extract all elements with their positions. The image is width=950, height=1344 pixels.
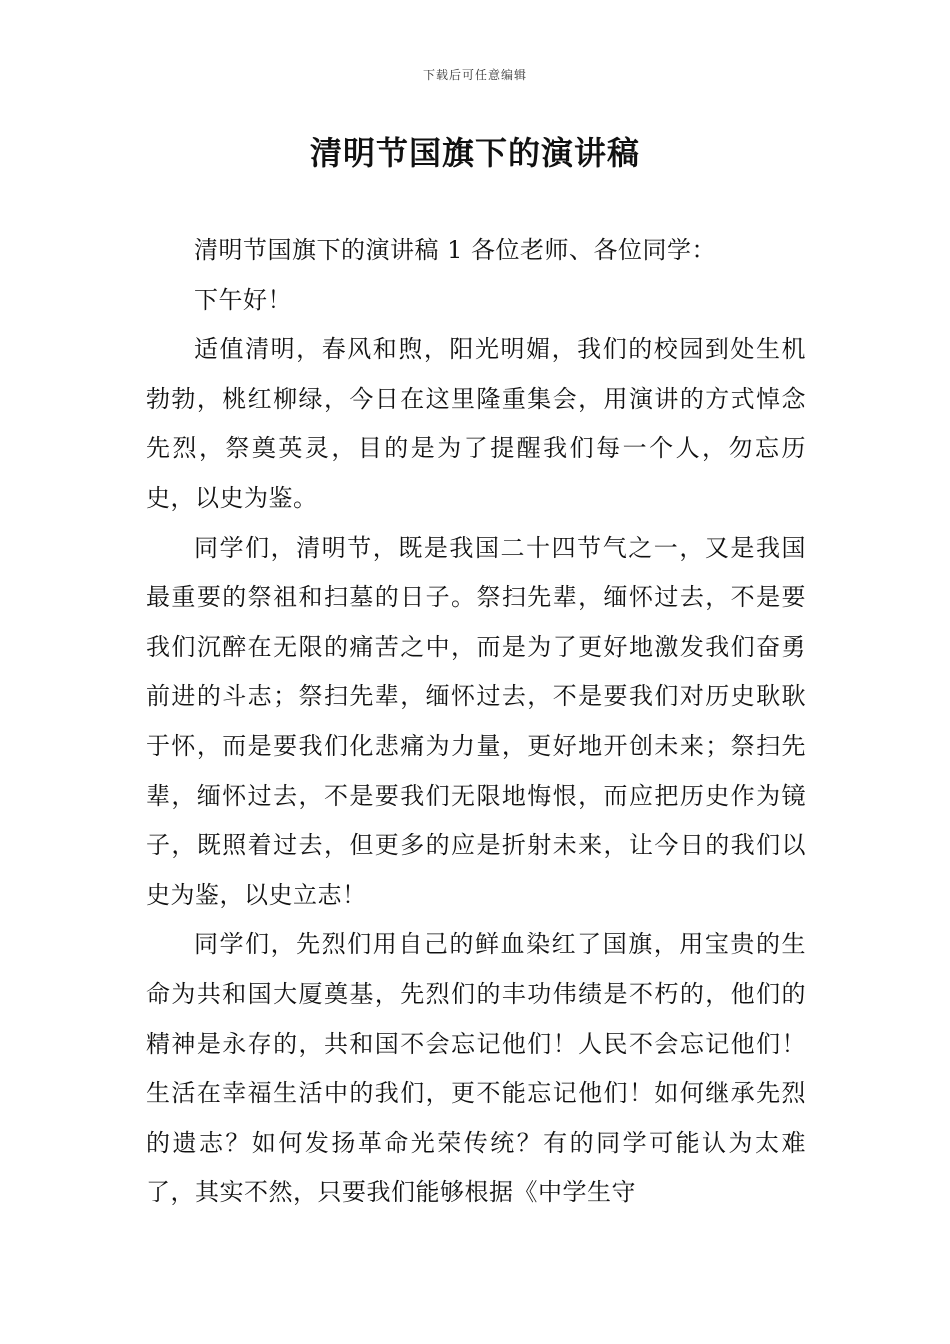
paragraph-salutation: 下午好！	[194, 285, 292, 314]
header-note: 下载后可任意编辑	[422, 68, 527, 82]
paragraph: 同学们，先烈们用自己的鲜血染红了国旗，用宝贵的生命为共和国大厦奠基，先烈们的丰功伟绩是不朽的，他们的精神是永存的，共和国不会忘记他们！人民不会忘记他们！生活在幸福生活中的我们，更不能忘记他们！如何继承先烈的遗志？如何发扬革命光荣传统？有的同学可能认为太难了，其实不然，只要我们能够根据《中学生守	[146, 930, 806, 1207]
paragraph: 适值清明，春风和煦，阳光明媚，我们的校园到处生机勃勃，桃红柳绿，今日在这里隆重集会，用演讲的方式悼念先烈，祭奠英灵，目的是为了提醒我们每一个人，勿忘历史，以史为鉴。	[146, 335, 806, 512]
paragraph-greeting: 清明节国旗下的演讲稿 1 各位老师、各位同学：	[194, 236, 717, 264]
document-title: 清明节国旗下的演讲稿	[309, 134, 640, 172]
document-body	[146, 226, 806, 1218]
paragraph: 同学们，清明节，既是我国二十四节气之一，又是我国最重要的祭祖和扫墓的日子。祭扫先辈，缅怀过去，不是要我们沉醉在无限的痛苦之中，而是为了更好地激发我们奋勇前进的斗志；祭扫先辈，缅怀过去，不是要我们对历史耿耿于怀，而是要我们化悲痛为力量，更好地开创未来；祭扫先辈，缅怀过去，不是要我们无限地悔恨，而应把历史作为镜子，既照着过去，但更多的应是折射未来，让今日的我们以史为鉴，以史立志！	[146, 533, 806, 909]
